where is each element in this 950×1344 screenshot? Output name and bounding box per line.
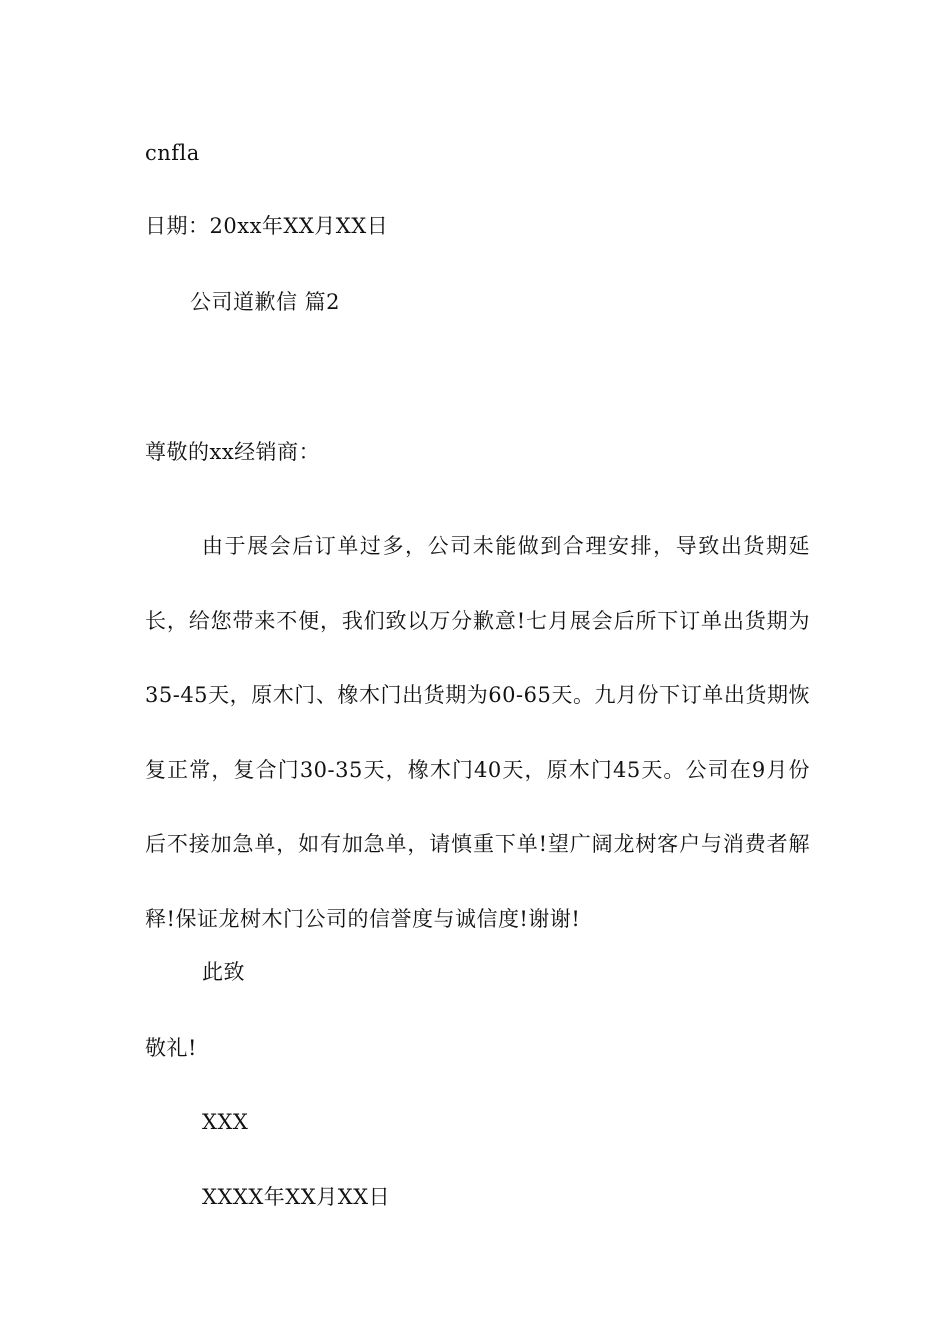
closing-salute: 敬礼! [145, 1036, 197, 1060]
body-paragraph: 由于展会后订单过多，公司未能做到合理安排，导致出货期延长，给您带来不便，我们致以万分歉意!七月展会后所下订单出货期为35-45天，原木门、橡木门出货期为60-65天。九月份下订单出货期恢复正常，复合门30-35天，橡木门40天，原木门45天。公司在9月份后不接加急单，如有加急单，请慎重下单!望广阔龙树客户与消费者解释!保证龙树木门公司的信誉度与诚信度!谢谢! [145, 534, 810, 931]
signature: XXX [202, 1110, 249, 1134]
header-word: cnfla [145, 141, 200, 165]
date-line: 日期：20xx年XX月XX日 [145, 214, 389, 238]
salutation: 尊敬的xx经销商： [145, 440, 321, 464]
section-title: 公司道歉信 篇2 [190, 290, 341, 314]
signature-date: XXXX年XX月XX日 [202, 1185, 391, 1209]
closing-phrase: 此致 [202, 960, 245, 984]
